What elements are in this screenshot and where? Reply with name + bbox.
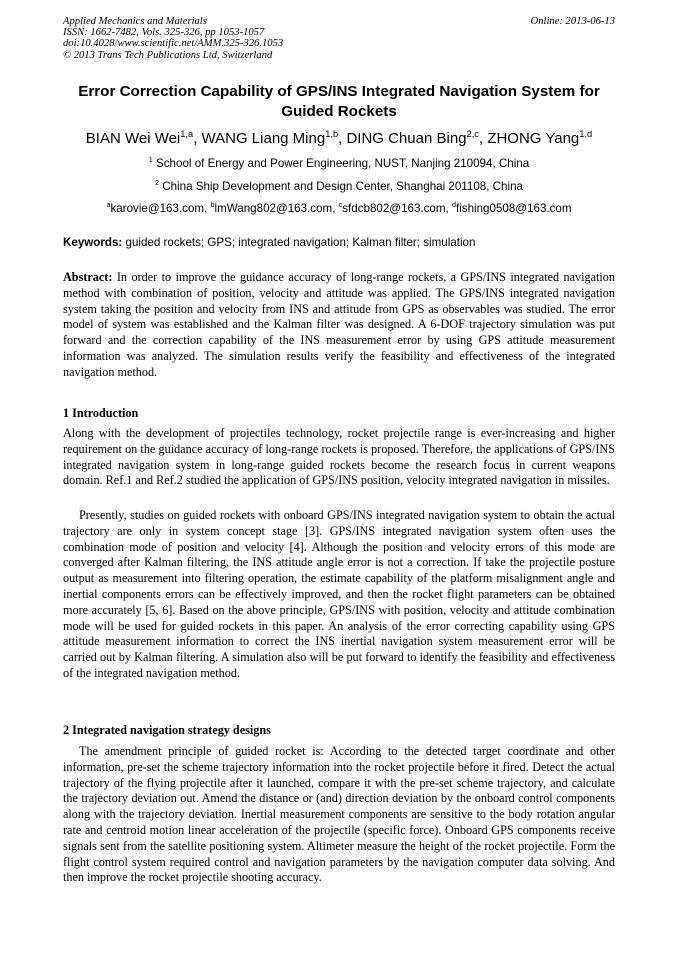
author-name: BIAN Wei Wei bbox=[85, 130, 181, 147]
journal-name: Applied Mechanics and Materials bbox=[63, 16, 207, 27]
affiliation-2 bbox=[63, 180, 615, 194]
section-heading-strategy: 2 Integrated navigation strategy designs bbox=[63, 723, 271, 737]
author-superscript: 1,a bbox=[180, 129, 194, 139]
email-address: fishing0508@163.com bbox=[455, 202, 572, 215]
affiliation-text: China Ship Development and Design Center, Shanghai 201108, China bbox=[159, 180, 523, 193]
author-superscript: 2,c bbox=[466, 129, 479, 139]
introduction-paragraph-2: Presently, studies on guided rockets with onboard GPS/INS integrated navigation system to obtain the actual trajectory are only in system concept stage [3]. GPS/INS integrated navigation system often uses the combination mode of position and velocity [4]. Although the position and velocity errors of this mode are converged after Kalman filtering, the INS attitude angle error is not a correction. If take the projectile posture output as measurement into filtering operation, the estimate capability of the platform misalignment angle and inertial components errors can be effectively improved, and then the rocket flight parameters can be obtained more accurately [5, 6]. Based on the above principle, GPS/INS with position, velocity and attitude combination mode will be used for guided rockets in this paper. An analysis of the error correcting capability using GPS attitude measurement information to correct the INS inertial navigation system measurement error will be carried out by Kalman filtering. A simulation also will be put forward to identify the feasibility and effectiveness of the integrated navigation method. bbox=[63, 508, 615, 680]
author-superscript: 1,b bbox=[325, 129, 339, 139]
affiliation-superscript: 2 bbox=[155, 178, 160, 188]
keywords-text: guided rockets; GPS; integrated navigation; Kalman filter; simulation bbox=[122, 236, 476, 249]
abstract-label: Abstract: bbox=[63, 270, 113, 284]
email-list bbox=[63, 202, 615, 216]
title-line-1: Error Correction Capability of GPS/INS Integrated Navigation System for bbox=[78, 83, 600, 100]
affiliation-text: School of Energy and Power Engineering, NUST, Nanjing 210094, China bbox=[152, 157, 530, 170]
section-heading-introduction: 1 Introduction bbox=[63, 406, 139, 420]
keywords-label: Keywords: bbox=[63, 236, 123, 249]
doi-line: doi:10.4028/www.scientific.net/AMM.325-326.1053 bbox=[63, 38, 284, 50]
author-separator: , bbox=[193, 130, 202, 147]
author-superscript: 1,d bbox=[579, 129, 593, 139]
strategy-paragraph-1: The amendment principle of guided rocket is: According to the detected target coordinate and other information, pre-set the scheme trajectory information into the rocket projectile before it fired. Detect the actual trajectory of the flying projectile after it launched, compare it with the pre-set scheme trajectory, and calculate the trajectory deviation out. Amend the distance or (and) direction deviation by the onboard control components along with the trajectory deviation. Inertial measurement components are sensitive to the body rotation angular rate and centroid motion linear acceleration of the projectile (specific force). Onboard GPS components receive signals sent from the satellite positioning system. Altimeter measure the height of the rocket projectile. Form the flight control system required control and navigation parameters by the navigation computer data solving. And then improve the rocket projectile shooting accuracy. bbox=[63, 744, 615, 885]
author-name: ZHONG Yang bbox=[487, 130, 580, 147]
author-separator: , bbox=[338, 130, 347, 147]
author-list bbox=[40, 129, 638, 149]
issn-line: ISSN: 1662-7482, Vols. 325-326, pp 1053-1057 bbox=[63, 27, 265, 39]
paper-title bbox=[63, 82, 615, 122]
email-superscript: c bbox=[338, 200, 343, 210]
author-separator: , bbox=[478, 130, 488, 147]
keywords-line bbox=[63, 236, 615, 250]
affiliation-superscript: 1 bbox=[148, 155, 153, 165]
email-superscript: d bbox=[451, 200, 456, 210]
copyright-line: © 2013 Trans Tech Publications Ltd, Switzerland bbox=[63, 49, 273, 61]
email-superscript: b bbox=[210, 200, 215, 210]
title-line-2: Guided Rockets bbox=[281, 103, 397, 120]
introduction-paragraph-1: Along with the development of projectiles technology, rocket projectile range is ever-increasing and higher requirement on the guidance accuracy of long-range rockets is proposed. Therefore, the applications of GPS/INS integrated navigation system in long-range guided rockets become the research focus in current weapons domain. Ref.1 and Ref.2 studied the application of GPS/INS position, velocity integrated navigation in missiles. bbox=[63, 426, 615, 488]
abstract-text: In order to improve the guidance accuracy of long-range rockets, a GPS/INS integrated navigation method with combination of position, velocity and attitude was applied. The GPS/INS integrated navigation system taking the position and velocity from INS and attitude from GPS as observables was studied. The error model of system was established and the Kalman filter was designed. A 6-DOF trajectory simulation was put forward and the correction capability of the INS measurement error by using GPS attitude measurement information was analyzed. The simulation results verify the feasibility and effectiveness of the integrated navigation method. bbox=[63, 270, 615, 379]
author-name: WANG Liang Ming bbox=[201, 130, 326, 147]
email-address: sfdcb802@163.com, bbox=[342, 202, 452, 215]
abstract-paragraph bbox=[63, 270, 615, 381]
journal-header bbox=[63, 16, 615, 61]
email-superscript: a bbox=[106, 200, 111, 210]
affiliation-1 bbox=[63, 157, 615, 171]
email-address: lmWang802@163.com, bbox=[214, 202, 339, 215]
email-address: karovie@163.com, bbox=[110, 202, 211, 215]
online-date: Online: 2013-06-13 bbox=[530, 16, 615, 27]
author-name: DING Chuan Bing bbox=[346, 130, 467, 147]
